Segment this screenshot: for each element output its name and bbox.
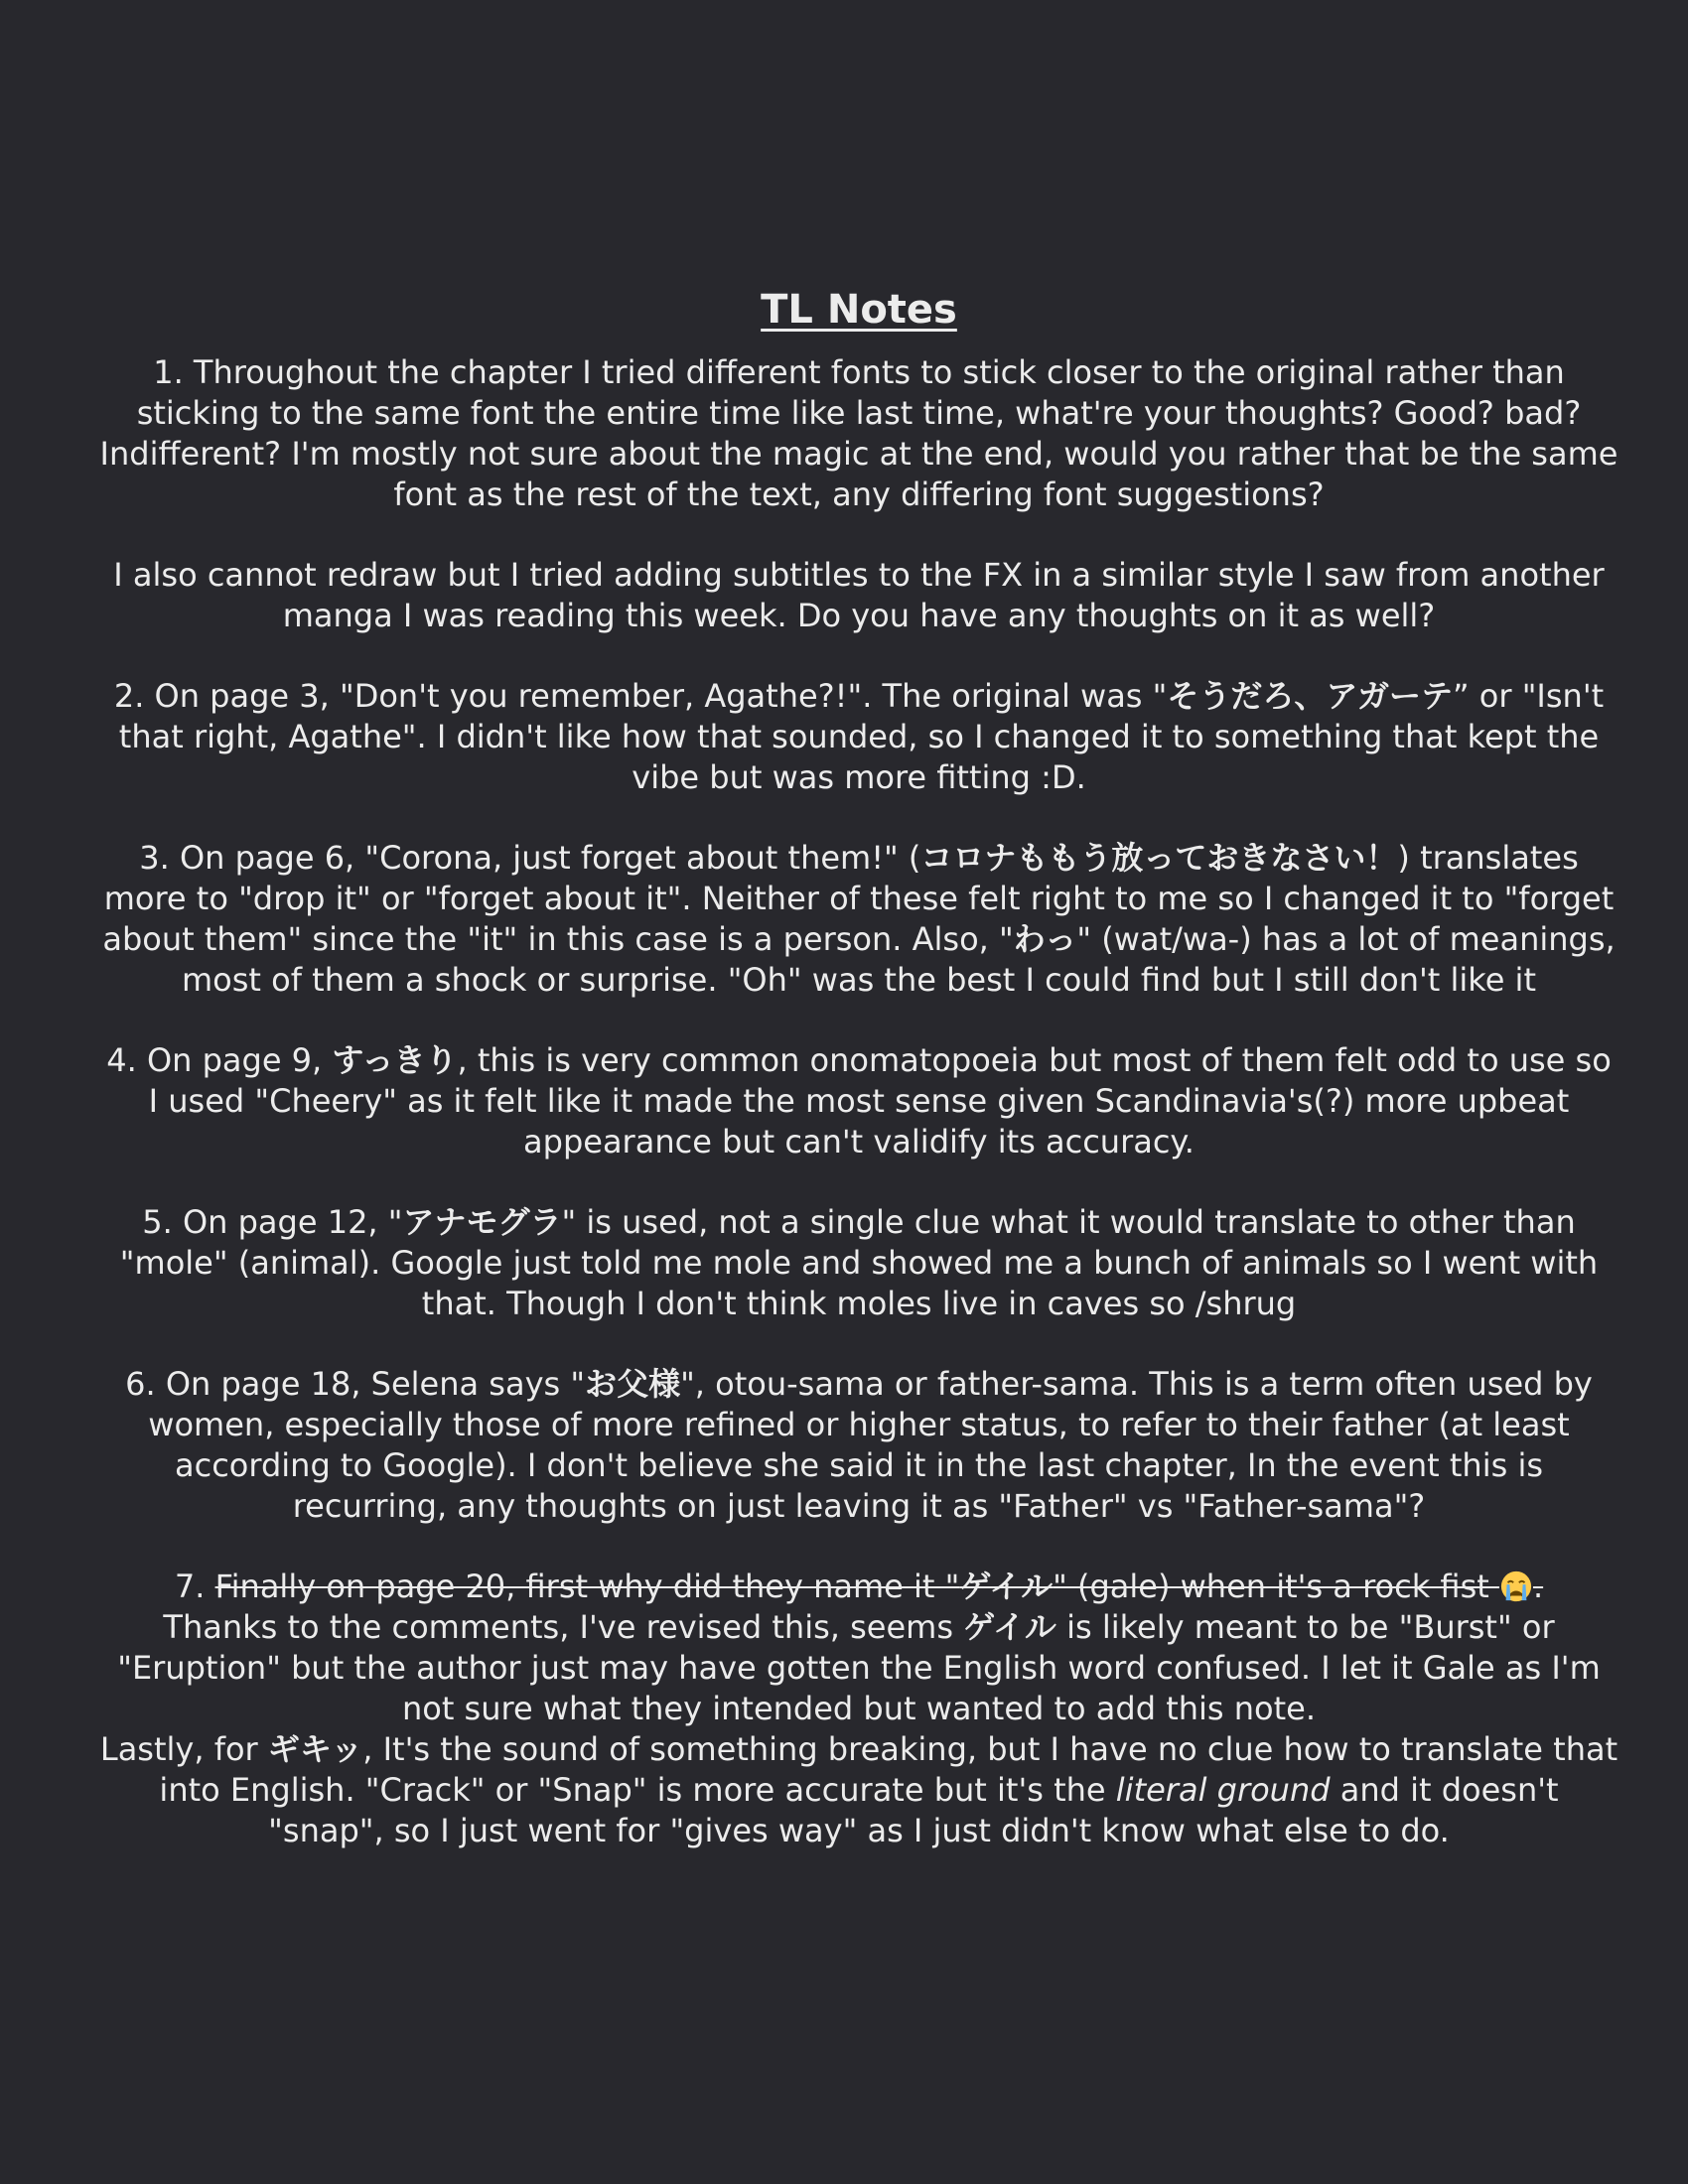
note-7-number: 7.	[174, 1568, 215, 1605]
note-3	[99, 838, 1618, 1001]
note-3-text-b: ) translates more to "drop it" or "forget about it". Neither of these felt right to me so I changed it to "forget about them" since the "it" in this case is a person. Also, "	[102, 839, 1615, 958]
note-6-text-b: ", otou-sama or father-sama. This is a term often used by women, especially those of more refined or higher status, to refer to their father (at least according to Google). I don't believe she said it in the last chapter, In the event this is recurring, any thoughts on just leaving it as "Father" vs "Father-sama"?	[148, 1365, 1593, 1525]
note-7-revision-a: Thanks to the comments, I've revised this, seems	[163, 1608, 964, 1646]
note-2-text-b: ” or "Isn't that right, Agathe". I didn't like how that sounded, so I changed it to something that kept the vibe but was more fitting :D.	[118, 677, 1605, 796]
page-title: TL Notes	[761, 287, 957, 333]
note-2	[99, 676, 1618, 798]
note-6	[99, 1364, 1618, 1527]
note-7-lastly-c: and it doesn't "snap", so I just went for "gives way" as I just didn't know what else to do.	[268, 1771, 1559, 1849]
note-1	[99, 352, 1618, 515]
note-5-japanese: アナモグラ	[402, 1203, 562, 1241]
note-7-lastly-a: Lastly, for	[99, 1730, 268, 1768]
note-4-text-a: 4. On page 9,	[106, 1041, 333, 1079]
note-3-japanese-1: コロナももう放っておきなさい！	[920, 839, 1398, 877]
note-7-revision-b: is likely meant to be "Burst" or "Eruption" but the author just may have gotten the English word confused. I let it Gale as I'm not sure what they intended but wanted to add this note.	[117, 1608, 1601, 1727]
note-3-text-a: 3. On page 6, "Corona, just forget about them!" (	[139, 839, 921, 877]
note-1-text: 1. Throughout the chapter I tried different fonts to stick closer to the original rather than sticking to the same font the entire time like last time, what're your thoughts? Good? bad? Indifferent? I'm mostly not sure about the magic at the end, would you rather that be the same font as the rest of the text, any differing font suggestions?	[99, 353, 1618, 513]
note-7-revision-japanese: ゲイル	[963, 1608, 1056, 1646]
note-1-followup-text: I also cannot redraw but I tried adding subtitles to the FX in a similar style I saw from another manga I was reading this week. Do you have any thoughts on it as well?	[113, 556, 1605, 634]
note-7-lastly	[99, 1729, 1618, 1851]
note-1-followup	[99, 555, 1618, 636]
note-2-text-a: 2. On page 3, "Don't you remember, Agathe?!". The original was "	[113, 677, 1168, 715]
note-3-text-c: " (wat/wa-) has a lot of meanings, most of them a shock or surprise. "Oh" was the best I could find but I still don't like it	[182, 920, 1616, 999]
note-7	[99, 1567, 1618, 1851]
note-5-text-b: " is used, not a single clue what it would translate to other than "mole" (animal). Google just told me mole and showed me a bunch of animals so I went with that. Though I don't think moles live in caves so /shrug	[119, 1203, 1599, 1322]
note-5-text-a: 5. On page 12, "	[142, 1203, 403, 1241]
note-7-struck-japanese: ゲイル	[959, 1568, 1054, 1605]
note-7-struck-end: .	[1532, 1568, 1544, 1605]
note-7-struck-text	[215, 1568, 1544, 1605]
tl-notes-document	[99, 283, 1618, 1891]
note-4-text-b: , this is very common onomatopoeia but most of them felt odd to use so I used "Cheery" as it felt like it made the most sense given Scandinavia's(?) more upbeat appearance but can't validify its accuracy.	[148, 1041, 1612, 1160]
note-7-lastly-b: , It's the sound of something breaking, but I have no clue how to translate that into English. "Crack" or "Snap" is more accurate but it's the	[159, 1730, 1618, 1809]
note-6-japanese: お父様	[585, 1365, 681, 1403]
note-7-revision	[99, 1607, 1618, 1729]
note-7-lastly-japanese: ギキッ	[267, 1730, 363, 1768]
note-4	[99, 1040, 1618, 1162]
crying-face-icon	[1499, 1570, 1533, 1603]
note-7-struck-b: " (gale) when it's a rock fist	[1053, 1568, 1499, 1605]
note-4-japanese: すっきり	[332, 1041, 458, 1079]
note-3-japanese-2: わっ	[1013, 920, 1077, 958]
note-6-text-a: 6. On page 18, Selena says "	[125, 1365, 586, 1403]
note-2-japanese: そうだろ、アガーテ	[1167, 677, 1454, 715]
note-7-struck-a: Finally on page 20, first why did they name it "	[214, 1568, 960, 1605]
note-7-lastly-emphasis: literal ground	[1115, 1771, 1331, 1809]
note-5	[99, 1202, 1618, 1324]
